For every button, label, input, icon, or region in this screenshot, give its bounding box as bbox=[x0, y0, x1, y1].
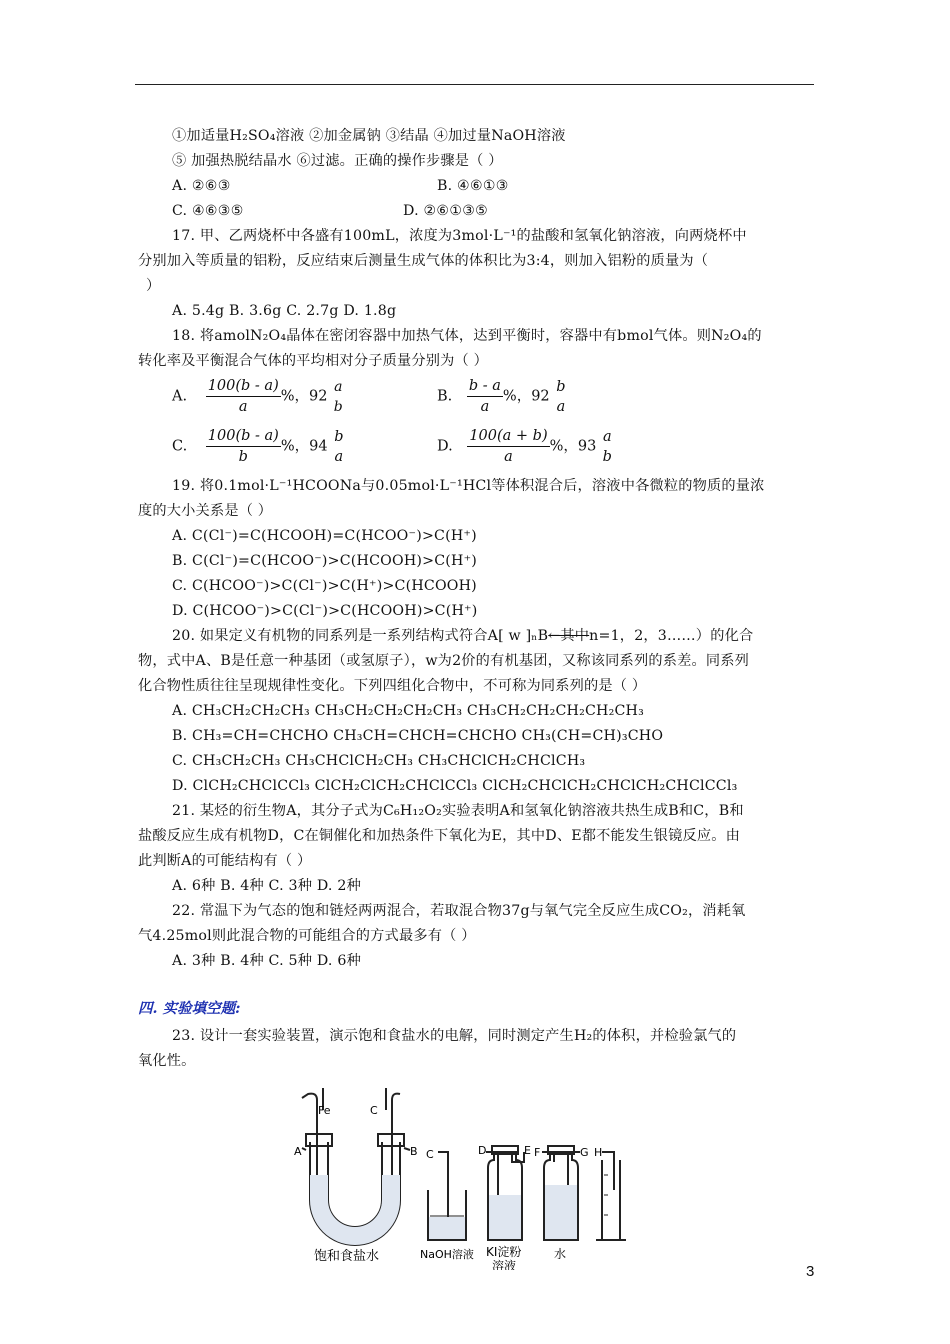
caption-naoh: NaOH溶液 bbox=[420, 1248, 474, 1261]
apparatus-figure bbox=[280, 1080, 660, 1270]
q17-line2: 分别加入等质量的铝粉，反应结束后测量生成气体的体积比为3:4，则加入铝粉的质量为（ bbox=[138, 253, 709, 269]
q23-line2: 氧化性。 bbox=[138, 1053, 196, 1069]
numerator2: a bbox=[602, 428, 612, 445]
water-liquid bbox=[545, 1185, 577, 1239]
suffix: %，92 bbox=[280, 388, 328, 405]
label-h: H bbox=[594, 1146, 603, 1159]
ki-liquid bbox=[489, 1195, 521, 1239]
caption-water: 水 bbox=[554, 1247, 567, 1261]
graduated-cylinder bbox=[596, 1152, 626, 1240]
q20-line1-struck: ←其中 bbox=[548, 628, 590, 644]
q19-option-b: B. C(Cl⁻)=C(HCOO⁻)>C(HCOOH)>C(H⁺) bbox=[172, 553, 477, 569]
numerator2: b bbox=[556, 378, 566, 395]
q20-line2: 物，式中A、B是任意一种基团（或氢原子），w为2价的有机基团，又称该同系列的系差。同系列 bbox=[138, 653, 750, 669]
q21-line3: 此判断A的可能结构有（ ） bbox=[138, 853, 312, 869]
q16-option-b: B. ④⑥①③ bbox=[437, 178, 509, 194]
label-fe: Fe bbox=[318, 1104, 331, 1117]
label-e: E bbox=[524, 1144, 531, 1157]
label-c-top: C bbox=[370, 1104, 378, 1117]
q18-option-d bbox=[437, 426, 614, 467]
q20-line3: 化合物性质往往呈现规律性变化。下列四组化合物中，不可称为同系列的是（ ） bbox=[138, 678, 647, 694]
label-f: F bbox=[534, 1146, 541, 1159]
page-number: 3 bbox=[806, 1263, 815, 1280]
q20-option-a: A. CH₃CH₂CH₂CH₃ CH₃CH₂CH₂CH₂CH₃ CH₃CH₂CH₂CH₂CH₂CH₃ bbox=[172, 703, 645, 719]
q20-line1 bbox=[172, 626, 753, 646]
q17-line3: ） bbox=[146, 278, 161, 294]
q22-options: A. 3种 B. 4种 C. 5种 D. 6种 bbox=[172, 953, 361, 969]
suffix: %，92 bbox=[502, 388, 550, 405]
denominator2: a bbox=[334, 448, 344, 465]
q22-line1: 22. 常温下为气态的饱和链烃两两混合，若取混合物37g与氧气完全反应生成CO₂，消耗氧 bbox=[172, 903, 746, 919]
numerator: 100(b - a) bbox=[206, 376, 281, 397]
q20-option-b: B. CH₃=CH=CHCHO CH₃CH=CHCH=CHCHO CH₃(CH=CH)₃CHO bbox=[172, 728, 664, 744]
q20-option-d: D. ClCH₂CHClCCl₃ ClCH₂ClCH₂CHClCCl₃ ClCH₂CHClCH₂CHClCH₂CHClCCl₃ bbox=[172, 778, 738, 794]
q20-line1-end: n=1，2，3……）的化合 bbox=[589, 628, 754, 644]
header-rule bbox=[135, 84, 814, 85]
q18-line1: 18. 将amolN₂O₄晶体在密闭容器中加热气体，达到平衡时，容器中有bmol气体。则N₂O₄的 bbox=[172, 328, 762, 344]
denominator2: b bbox=[333, 398, 343, 415]
q21-options: A. 6种 B. 4种 C. 3种 D. 2种 bbox=[172, 878, 361, 894]
numerator: 100(b - a) bbox=[206, 426, 281, 447]
numerator: b - a bbox=[467, 376, 503, 397]
q16-option-d: D. ②⑥①③⑤ bbox=[403, 203, 489, 219]
q19-line1: 19. 将0.1mol·L⁻¹HCOONa与0.05mol·L⁻¹HCl等体积混合后，溶液中各微粒的物质的量浓 bbox=[172, 478, 765, 494]
caption-ki-1: KI淀粉 bbox=[486, 1245, 522, 1259]
label-c2: C bbox=[426, 1148, 434, 1161]
q19-line2: 度的大小关系是（ ） bbox=[138, 503, 273, 519]
label-a: A bbox=[294, 1145, 302, 1158]
q18-option-b bbox=[437, 376, 568, 417]
label-d: D bbox=[478, 1144, 487, 1157]
option-label: D. bbox=[437, 438, 453, 455]
denominator: a bbox=[238, 399, 248, 415]
denominator2: a bbox=[556, 398, 566, 415]
option-label: C. bbox=[172, 438, 188, 455]
q20-option-c: C. CH₃CH₂CH₃ CH₃CHClCH₂CH₃ CH₃CHClCH₂CHClCH₃ bbox=[172, 753, 586, 769]
naoh-liquid bbox=[429, 1217, 465, 1239]
q16-line1: ①加适量H₂SO₄溶液 ②加金属钠 ③结晶 ④加过量NaOH溶液 bbox=[172, 128, 566, 144]
denominator: a bbox=[480, 399, 490, 415]
q23-line1: 23. 设计一套实验装置，演示饱和食盐水的电解，同时测定产生H₂的体积，并检验氯气的 bbox=[172, 1028, 737, 1044]
denominator: b bbox=[238, 449, 248, 465]
q20-line1-start: 20. 如果定义有机物的同系列是一系列结构式符合A[ w ]ₙB bbox=[172, 628, 549, 644]
q19-option-c: C. C(HCOO⁻)>C(Cl⁻)>C(H⁺)>C(HCOOH) bbox=[172, 578, 477, 594]
q17-line1: 17. 甲、乙两烧杯中各盛有100mL，浓度为3mol·L⁻¹的盐酸和氢氧化钠溶液，向两烧杯中 bbox=[172, 228, 747, 244]
q18-option-a bbox=[172, 376, 344, 417]
q22-line2: 气4.25mol则此混合物的可能组合的方式最多有（ ） bbox=[138, 928, 476, 944]
caption-ki-2: 溶液 bbox=[492, 1259, 517, 1270]
q19-option-d: D. C(HCOO⁻)>C(Cl⁻)>C(HCOOH)>C(H⁺) bbox=[172, 603, 478, 619]
option-label: B. bbox=[437, 388, 453, 405]
option-label: A. bbox=[172, 388, 188, 405]
numerator: 100(a + b) bbox=[467, 426, 549, 447]
suffix: %，94 bbox=[280, 438, 328, 455]
q21-line1: 21. 某烃的衍生物A，其分子式为C₆H₁₂O₂实验表明A和氢氧化钠溶液共热生成B和C，B和 bbox=[172, 803, 744, 819]
numerator2: b bbox=[334, 428, 344, 445]
q19-option-a: A. C(Cl⁻)=C(HCOOH)=C(HCOO⁻)>C(H⁺) bbox=[172, 528, 477, 544]
u-tube-liquid bbox=[310, 1175, 400, 1245]
q16-option-c: C. ④⑥③⑤ bbox=[172, 203, 244, 219]
q18-line2: 转化率及平衡混合气体的平均相对分子质量分别为（ ） bbox=[138, 353, 489, 369]
caption-saturated-brine: 饱和食盐水 bbox=[314, 1249, 380, 1264]
denominator2: b bbox=[602, 448, 612, 465]
label-g: G bbox=[580, 1146, 589, 1159]
q18-option-c bbox=[172, 426, 345, 467]
q16-line2: ⑤ 加强热脱结晶水 ⑥过滤。正确的操作步骤是（ ） bbox=[172, 153, 503, 169]
q17-options: A. 5.4g B. 3.6g C. 2.7g D. 1.8g bbox=[172, 303, 397, 319]
denominator: a bbox=[504, 449, 513, 465]
q21-line2: 盐酸反应生成有机物D，C在铜催化和加热条件下氧化为E，其中D、E都不能发生银镜反应。由 bbox=[138, 828, 741, 844]
numerator2: a bbox=[334, 378, 343, 395]
section-heading: 四. 实验填空题: bbox=[138, 1000, 241, 1017]
q16-option-a: A. ②⑥③ bbox=[172, 178, 231, 194]
suffix: %，93 bbox=[549, 438, 597, 455]
label-b: B bbox=[410, 1145, 418, 1158]
